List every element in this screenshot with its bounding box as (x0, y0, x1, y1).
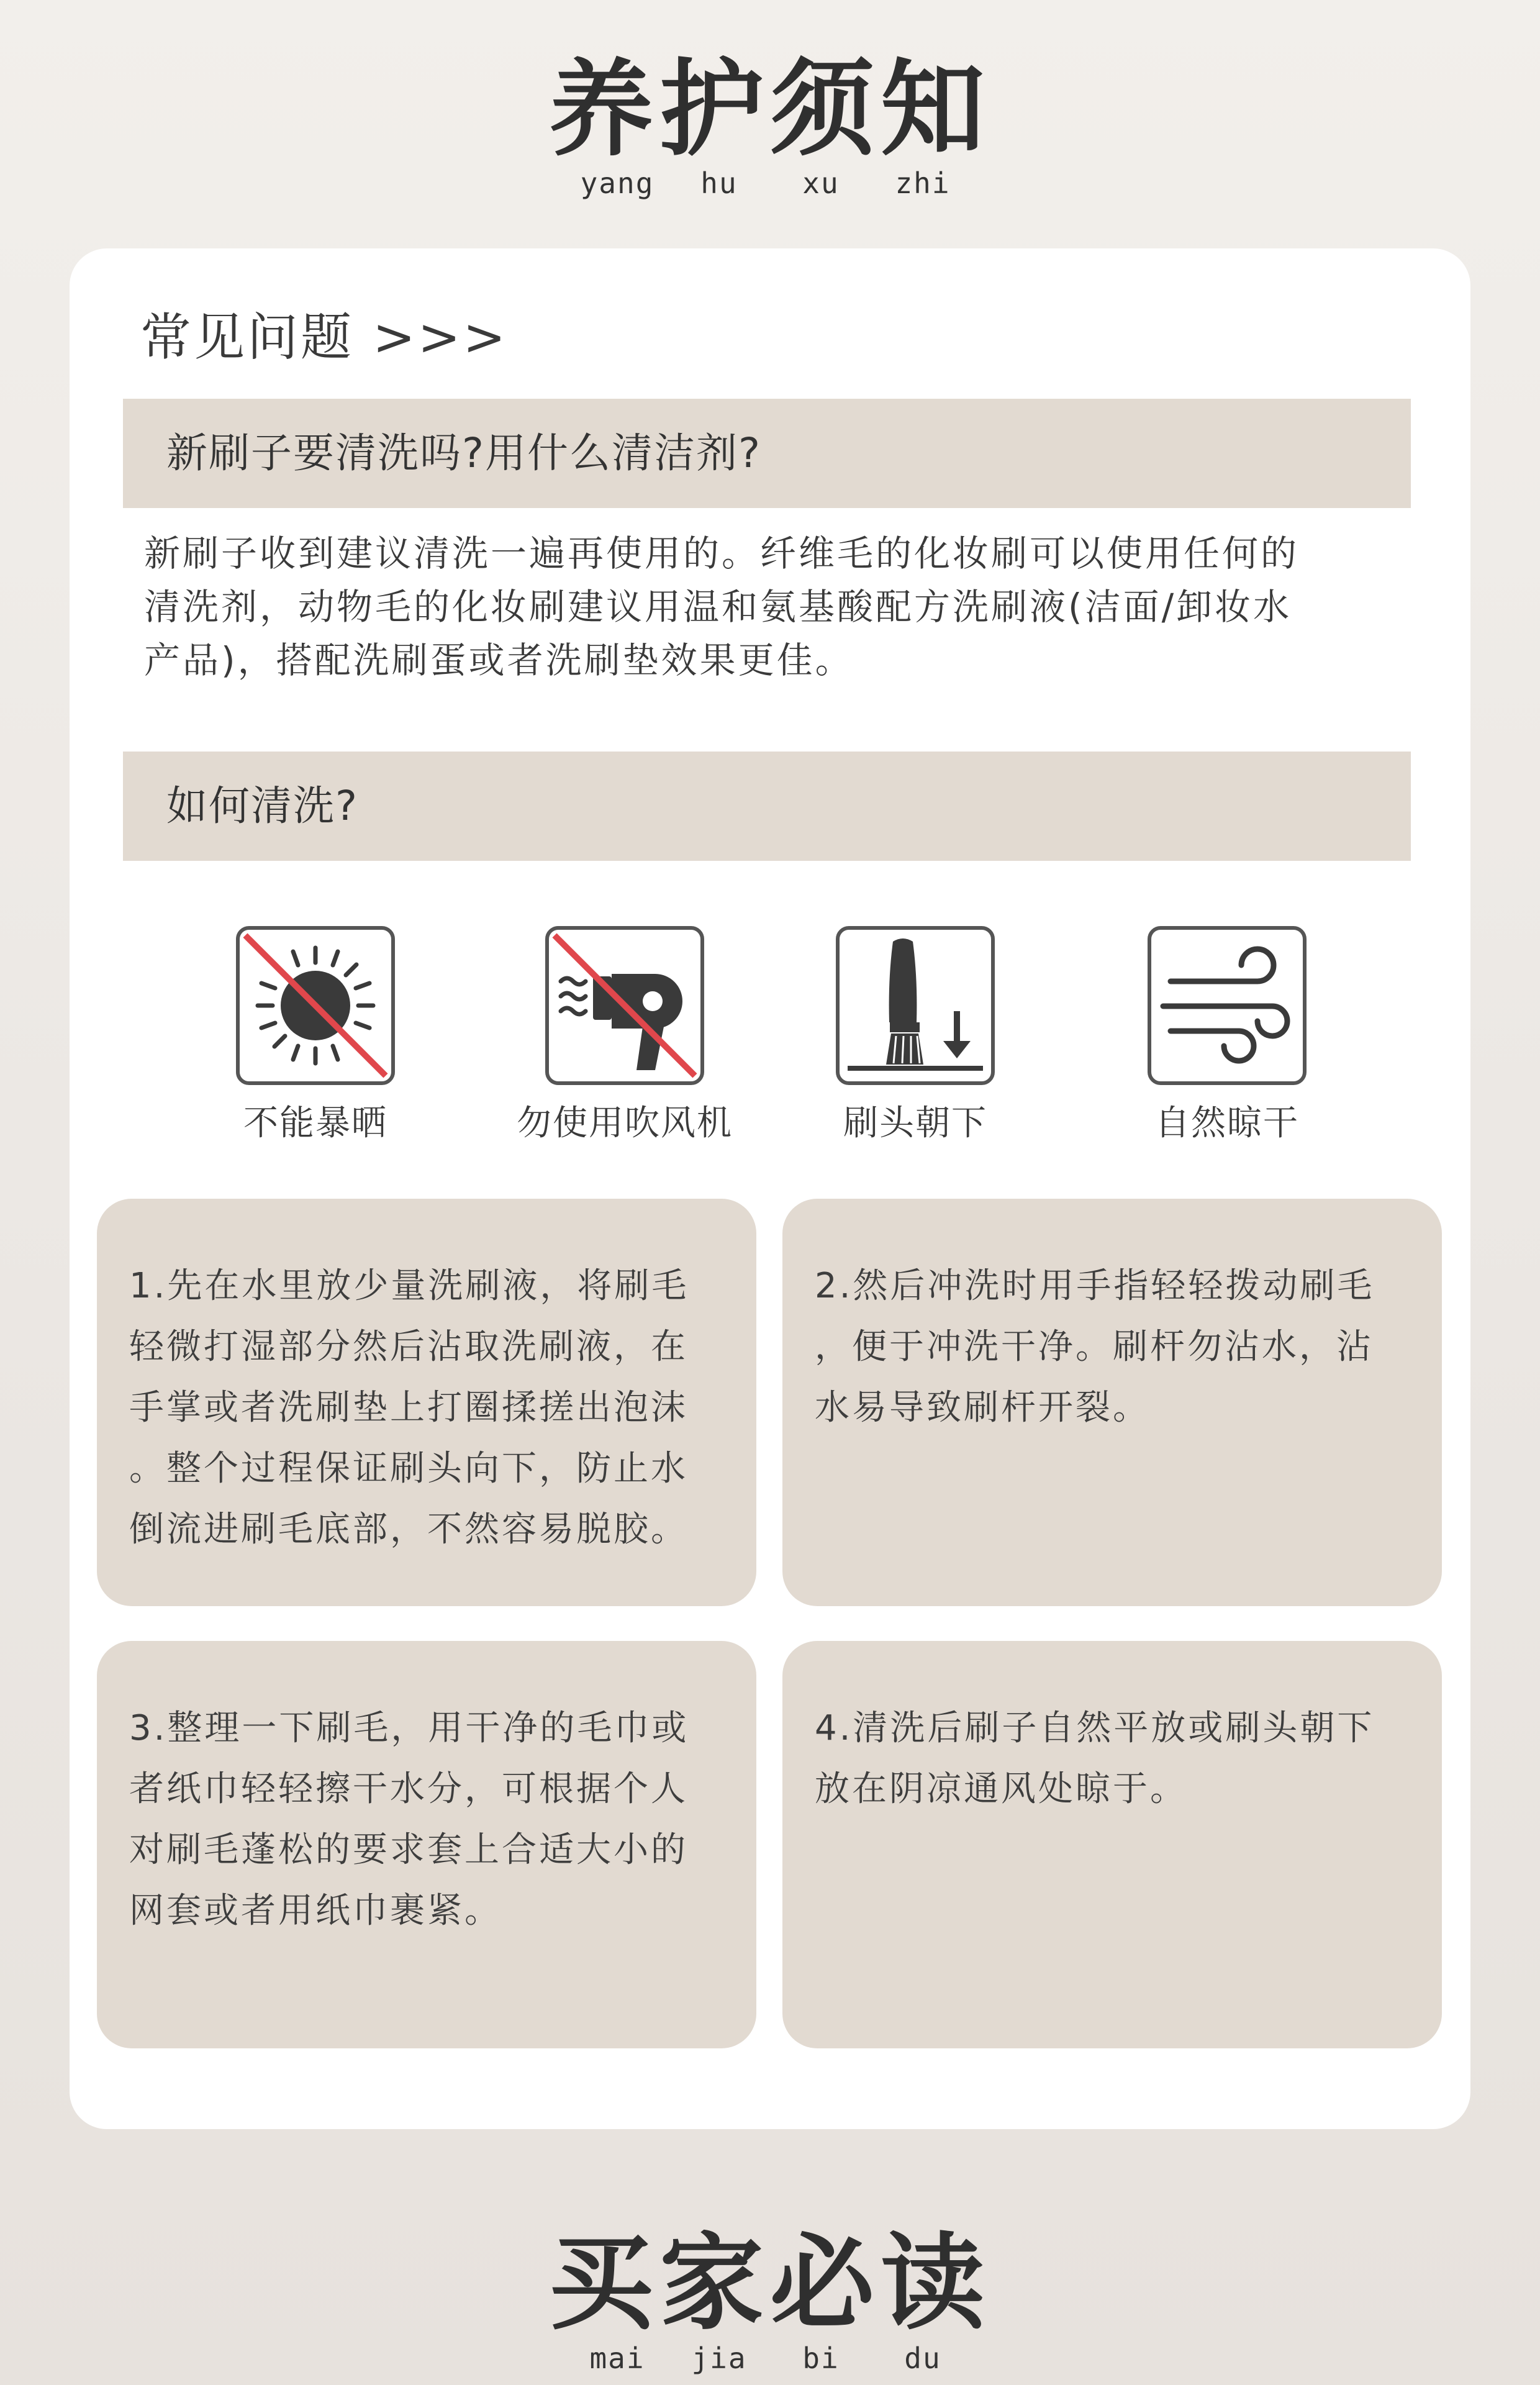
footer-title: 买家必读 (549, 2222, 991, 2344)
pinyin-jia: jia (691, 2342, 747, 2375)
step-1-text (129, 1256, 725, 1560)
icon-label-no-sun: 不能暴晒 (243, 1103, 387, 1143)
icon-item-no-dryer (494, 924, 755, 1145)
answer-1-line-1: 新刷子收到建议清洗一遍再使用的。纤维毛的化妆刷可以使用任何的 (144, 532, 1300, 575)
title-pinyin (0, 166, 1540, 200)
pinyin-mai: mai (589, 2342, 645, 2375)
page-title: 养护须知 (549, 48, 991, 170)
answer-1-line-2: 清洗剂，动物毛的化妆刷建议用温和氨基酸配方洗刷液(洁面/卸妆水 (144, 586, 1292, 628)
question-bar-1 (123, 399, 1411, 508)
sun-icon (234, 924, 397, 1087)
step-4-text (815, 1698, 1411, 1820)
step-1-line: 。整个过程保证刷头向下，防止水 (129, 1448, 688, 1489)
step-2-text (815, 1256, 1411, 1438)
step-3-line: 网套或者用纸巾裹紧。 (129, 1891, 502, 1931)
question-1: 新刷子要清洗吗?用什么清洁剂? (166, 429, 762, 477)
step-4-line: 放在阴凉通风处晾于。 (815, 1769, 1187, 1809)
pinyin-zhi: zhi (895, 166, 951, 200)
pinyin-yang: yang (580, 166, 654, 200)
step-3-line: 者纸巾轻轻擦干水分，可根据个人 (129, 1769, 688, 1809)
step-2-line: ，便于冲洗干净。刷杆勿沾水，沾 (815, 1327, 1374, 1367)
question-bar-2 (123, 752, 1411, 861)
step-1-line: 轻微打湿部分然后沾取洗刷液，在 (129, 1327, 688, 1367)
step-2-line: 水易导致刷杆开裂。 (815, 1388, 1150, 1428)
icon-item-brush-down (785, 924, 1046, 1145)
faq-heading: 常见问题 >>> (140, 308, 509, 367)
step-1-box (97, 1199, 756, 1606)
step-3-line: 3.整理一下刷毛，用干净的毛巾或 (129, 1708, 689, 1748)
footer-pinyin (0, 2342, 1540, 2375)
answer-1 (144, 527, 1405, 687)
pinyin-du: du (904, 2342, 941, 2375)
pinyin-hu: hu (700, 166, 738, 200)
step-1-line: 1.先在水里放少量洗刷液，将刷毛 (129, 1266, 689, 1306)
step-4-line: 4.清洗后刷子自然平放或刷头朝下 (815, 1708, 1375, 1748)
answer-1-line-3: 产品)，搭配洗刷蛋或者洗刷垫效果更佳。 (144, 639, 854, 681)
pinyin-bi: bi (802, 2342, 840, 2375)
hair-dryer-icon (543, 924, 706, 1087)
step-2-box (782, 1199, 1442, 1606)
pinyin-xu: xu (802, 166, 840, 200)
brush-down-icon (834, 924, 997, 1087)
step-1-line: 手掌或者洗刷垫上打圈揉搓出泡沫 (129, 1388, 688, 1428)
icon-item-air-dry (1097, 924, 1357, 1145)
step-1-line: 倒流进刷毛底部，不然容易脱胶。 (129, 1509, 688, 1550)
step-3-text (129, 1698, 725, 1942)
step-2-line: 2.然后冲洗时用手指轻轻拨动刷毛 (815, 1266, 1375, 1306)
icon-item-no-sun (185, 924, 446, 1145)
step-4-box (782, 1641, 1442, 2048)
icon-label-brush-down: 刷头朝下 (843, 1103, 987, 1143)
icon-label-air-dry: 自然晾干 (1155, 1103, 1299, 1143)
wind-icon (1146, 924, 1308, 1087)
question-2: 如何清洗? (166, 782, 359, 830)
step-3-line: 对刷毛蓬松的要求套上合适大小的 (129, 1830, 688, 1870)
icon-label-no-dryer: 勿使用吹风机 (517, 1103, 733, 1143)
step-3-box (97, 1641, 756, 2048)
